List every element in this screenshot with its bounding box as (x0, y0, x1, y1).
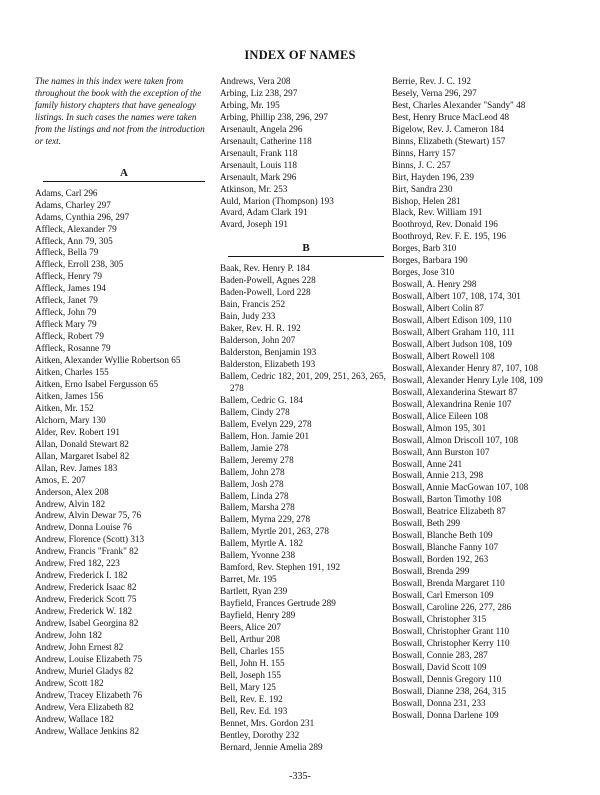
index-entry: Boswall, Albert 107, 108, 174, 301 (392, 291, 521, 302)
index-entry: Boswall, Albert Colin 87 (392, 303, 484, 314)
index-entry: Balderston, Benjamin 193 (220, 347, 317, 358)
index-entry: Boswall, Donna Darlene 109 (392, 709, 499, 720)
index-entry: Andrew, Wallace Jenkins 82 (35, 725, 140, 736)
index-entry: Arbing, Phillip 238, 296, 297 (220, 111, 328, 122)
index-entry: Balderson, John 207 (220, 335, 296, 346)
index-entry: Boswall, Almon 195, 301 (392, 422, 487, 433)
index-entry: Birt, Sandra 230 (392, 183, 453, 194)
index-column-2 (220, 76, 392, 753)
index-entry: Boswall, Barton Timothy 108 (392, 494, 502, 505)
index-entry: Boswall, David Scott 109 (392, 661, 487, 672)
index-entry: Allan, Donald Stewart 82 (35, 438, 129, 449)
index-entry: Allan, Rev. James 183 (35, 462, 118, 473)
index-entry: Ballem, Josh 278 (220, 478, 284, 489)
index-entry: Ballem, Jamie 278 (220, 442, 289, 453)
index-entry: Besely, Verna 296, 297 (392, 87, 477, 98)
index-entry: Andrew, Alvin 182 (35, 498, 106, 509)
index-entry: Boswall, Dennis Gregory 110 (392, 673, 502, 684)
intro-note: The names in this index were taken from throughout the book with the exception of the family history chapters that have genealogy listings. In such cases the names were taken from the listings and not from the introduction or text. (35, 76, 205, 146)
index-entry: Aitken, Erno Isabel Fergusson 65 (35, 378, 159, 389)
index-entry: Adams, Charley 297 (35, 199, 111, 210)
index-entry: Binns, Harry 157 (392, 147, 456, 158)
index-entry: Boswall, Christopher Kerry 110 (392, 637, 510, 648)
index-entry: Barret, Mr. 195 (220, 574, 277, 585)
index-entry: Boswall, Alexander Henry 87, 107, 108 (392, 362, 538, 373)
index-entry: Bennet, Mrs. Gordon 231 (220, 717, 315, 728)
index-entry: Boswall, Alexandrina Renie 107 (392, 398, 512, 409)
index-entry: Bell, Rev. E. 192 (220, 693, 283, 704)
index-entry: Aitken, James 156 (35, 390, 104, 401)
index-entry: Bell, Rev. Ed. 193 (220, 705, 288, 716)
index-entry: Boswall, A. Henry 298 (392, 279, 477, 290)
index-entry: Aitken, Mr. 152 (35, 402, 94, 413)
index-entry: Andrew, Louise Elizabeth 75 (35, 653, 143, 664)
index-entry: Birt, Hayden 196, 239 (392, 171, 474, 182)
index-entry: Bentley, Dorothy 232 (220, 729, 300, 740)
index-entry: Boswall, Albert Judson 108, 109 (392, 338, 512, 349)
index-entry: Bayfield, Henry 289 (220, 610, 296, 621)
index-entry: Binns, Elizabeth (Stewart) 157 (392, 135, 506, 146)
index-entry: Anderson, Alex 208 (35, 486, 109, 497)
index-entry: Ballem, Myrtle 201, 263, 278 (220, 526, 329, 537)
index-entry: Alchorn, Mary 130 (35, 414, 106, 425)
entries-col3 (392, 76, 568, 721)
index-entry: Adams, Cynthia 296, 297 (35, 211, 130, 222)
index-entry: Ballem, Linda 278 (220, 490, 289, 501)
index-entry: Boswall, Dianne 238, 264, 315 (392, 685, 507, 696)
index-entry: Bain, Francis 252 (220, 299, 286, 310)
index-entry: Ballem, Myrna 229, 278 (220, 514, 311, 525)
index-entry: Bain, Judy 233 (220, 311, 276, 322)
index-entry: Allan, Margaret Isabel 82 (35, 450, 130, 461)
index-entry: Andrew, Frederick I. 182 (35, 570, 128, 581)
index-entry: Arbing, Liz 238, 297 (220, 87, 298, 98)
index-entry: Andrew, Frederick Scott 75 (35, 594, 137, 605)
index-entry: Andrew, John 182 (35, 629, 103, 640)
index-entry: Boswall, Carl Emerson 109 (392, 589, 494, 600)
index-entry: Andrew, John Ernest 82 (35, 641, 124, 652)
index-entry: Avard, Adam Clark 191 (220, 207, 308, 218)
index-entry: Bartlett, Ryan 239 (220, 586, 288, 597)
index-entry: Ballem, Cindy 278 (220, 406, 290, 417)
index-entry: Boswall, Christopher 315 (392, 613, 487, 624)
index-entry: Arsenault, Angela 296 (220, 123, 303, 134)
index-entry: Andrew, Francis "Frank" 82 (35, 546, 139, 557)
index-entry: Borges, Barb 310 (392, 243, 457, 254)
index-entry: Boswall, Brenda 299 (392, 566, 470, 577)
index-entry: Bell, Arthur 208 (220, 633, 280, 644)
index-entry: Affleck Mary 79 (35, 319, 97, 330)
index-entry: Affleck, Robert 79 (35, 331, 104, 342)
index-entry: Bell, Charles 155 (220, 645, 285, 656)
index-entry: Andrew, Frederick W. 182 (35, 606, 133, 617)
index-entry: Bayfield, Frances Gertrude 289 (220, 598, 336, 609)
entries-col2a (220, 76, 392, 231)
index-entry: Baden-Powell, Agnes 228 (220, 275, 316, 286)
index-entry: Andrew, Vera Elizabeth 82 (35, 701, 134, 712)
index-entry: Affleck, Henry 79 (35, 271, 102, 282)
index-entry: Affleck, Alexander 79 (35, 223, 117, 234)
index-entry: Boswall, Beatrice Elizabeth 87 (392, 506, 506, 517)
index-entry: Ballem, Yvonne 238 (220, 550, 296, 561)
entries-col2b (220, 263, 392, 753)
index-entry: Boswall, Brenda Margaret 110 (392, 578, 505, 589)
index-entry: Boswall, Christopher Grant 110 (392, 625, 510, 636)
index-entry: Boothroyd, Rev. Donald 196 (392, 219, 498, 230)
index-entry: Boswall, Annie MacGowan 107, 108 (392, 482, 529, 493)
index-entry: Affleck, James 194 (35, 283, 107, 294)
index-entry: Boswall, Caroline 226, 277, 286 (392, 601, 512, 612)
index-entry: Amos, E. 207 (35, 474, 86, 485)
index-entry: Arsenault, Louis 118 (220, 159, 297, 170)
index-entry: Black, Rev. William 191 (392, 207, 483, 218)
index-entry: Bishop, Helen 281 (392, 195, 461, 206)
index-entry: Affleck, Erroll 238, 305 (35, 259, 124, 270)
index-entry: Ballem, Jeremy 278 (220, 454, 294, 465)
index-entry: Baker, Rev. H. R. 192 (220, 323, 301, 334)
index-entry: Bernard, Jennie Amelia 289 (220, 741, 323, 752)
index-entry: Andrew, Tracey Elizabeth 76 (35, 689, 143, 700)
index-entry: Borges, Barbara 190 (392, 255, 468, 266)
index-entry: Ballem, Hon. Jamie 201 (220, 430, 310, 441)
index-entry: Andrew, Muriel Gladys 82 (35, 665, 134, 676)
index-entry: Boswall, Almon Driscoll 107, 108 (392, 434, 519, 445)
index-entry: Arsenault, Frank 118 (220, 147, 298, 158)
index-entry: Balderston, Elizabeth 193 (220, 359, 316, 370)
section-letter-a: A (120, 166, 128, 179)
index-entry: Ballem, Evelyn 229, 278 (220, 418, 312, 429)
index-entry: Ballem, Myrtle A. 182 (220, 538, 303, 549)
index-entry: Bell, Joseph 155 (220, 669, 281, 680)
index-entry: Andrew, Isabel Georgina 82 (35, 618, 139, 629)
page-number: -335- (289, 771, 311, 782)
index-entry: Binns, J. C. 257 (392, 159, 451, 170)
index-column-1 (35, 76, 213, 738)
index-entry: Boswall, Alexanderina Stewart 87 (392, 386, 518, 397)
index-entry: Boswall, Albert Graham 110, 111 (392, 327, 515, 338)
index-entry: Ballem, Cedric 182, 201, 209, 251, 263, 265, 278 (220, 370, 386, 393)
index-entry: Arsenault, Mark 296 (220, 171, 297, 182)
index-entry: Boswall, Connie 283, 287 (392, 649, 488, 660)
index-entry: Best, Henry Bruce MacLeod 48 (392, 111, 510, 122)
index-entry: Bell, Mary 125 (220, 681, 276, 692)
index-entry: Boswall, Blanche Fanny 107 (392, 542, 499, 553)
index-entry: Borges, Jose 310 (392, 267, 455, 278)
index-entry: Andrew, Frederick Isaac 82 (35, 582, 137, 593)
page-title: INDEX OF NAMES (244, 48, 356, 62)
index-entry: Ballem, John 278 (220, 466, 285, 477)
index-entry: Boswall, Ann Burston 107 (392, 446, 490, 457)
index-column-3 (392, 76, 568, 721)
index-entry: Boswall, Blanche Beth 109 (392, 530, 493, 541)
index-entry: Andrew, Donna Louise 76 (35, 522, 132, 533)
index-entry: Boswall, Albert Edison 109, 110 (392, 315, 512, 326)
index-entry: Boswall, Alice Eileen 108 (392, 410, 488, 421)
index-entry: Avard, Joseph 191 (220, 219, 288, 230)
index-entry: Berrie, Rev. J. C. 192 (392, 76, 472, 86)
index-entry: Andrew, Wallace 182 (35, 713, 114, 724)
index-entry: Beers, Alice 207 (220, 621, 281, 632)
index-entry: Alder, Rev. Robert 191 (35, 426, 121, 437)
index-entry: Affleck, John 79 (35, 307, 97, 318)
index-entry: Boswall, Albert Rowell 108 (392, 350, 495, 361)
index-entry: Boswall, Alexander Henry Lyle 108, 109 (392, 374, 543, 385)
index-entry: Boswall, Beth 299 (392, 518, 461, 529)
index-entry: Boswall, Donna 231, 233 (392, 697, 486, 708)
index-entry: Bamford, Rev. Stephen 191, 192 (220, 562, 341, 573)
index-entry: Bell, John H. 155 (220, 657, 285, 668)
index-entry: Affleck, Rosanne 79 (35, 343, 111, 354)
index-entry: Affleck, Janet 79 (35, 295, 98, 306)
index-entry: Affleck, Bella 79 (35, 247, 99, 258)
index-entry: Baak, Rev. Henry P. 184 (220, 263, 310, 274)
index-entry: Bigelow, Rev. J. Cameron 184 (392, 123, 504, 134)
index-entry: Andrew, Alvin Dewar 75, 76 (35, 510, 142, 521)
index-entry: Atkinson, Mr. 253 (220, 183, 288, 194)
index-entry: Auld, Marion (Thompson) 193 (220, 195, 334, 206)
index-entry: Ballem, Cedric G. 184 (220, 394, 303, 405)
index-entry: Aitken, Alexander Wyllie Robertson 65 (35, 355, 181, 366)
index-entry: Boswall, Annie 213, 298 (392, 470, 484, 481)
index-entry: Best, Charles Alexander "Sandy" 48 (392, 99, 526, 110)
index-entry: Boswall, Anne 241 (392, 458, 463, 469)
section-rule-a (43, 181, 205, 182)
index-entry: Andrew, Scott 182 (35, 677, 104, 688)
index-entry: Arsenault, Catherine 118 (220, 135, 312, 146)
index-entry: Andrew, Florence (Scott) 313 (35, 534, 145, 545)
section-rule-b (228, 256, 384, 257)
index-entry: Arbing, Mr. 195 (220, 99, 280, 110)
entries-col1 (35, 188, 213, 738)
section-letter-b: B (302, 242, 310, 255)
index-entry: Affleck, Ann 79, 305 (35, 235, 113, 246)
index-entry: Boothroyd, Rev. F. E. 195, 196 (392, 231, 507, 242)
index-entry: Andrews, Vera 208 (220, 76, 291, 86)
index-entry: Baden-Powell, Lord 228 (220, 287, 311, 298)
index-entry: Boswall, Borden 192, 263 (392, 554, 489, 565)
index-entry: Adams, Carl 296 (35, 187, 98, 198)
index-entry: Ballem, Marsha 278 (220, 502, 295, 513)
index-entry: Andrew, Fred 182, 223 (35, 558, 120, 569)
index-entry: Aitken, Charles 155 (35, 367, 109, 378)
